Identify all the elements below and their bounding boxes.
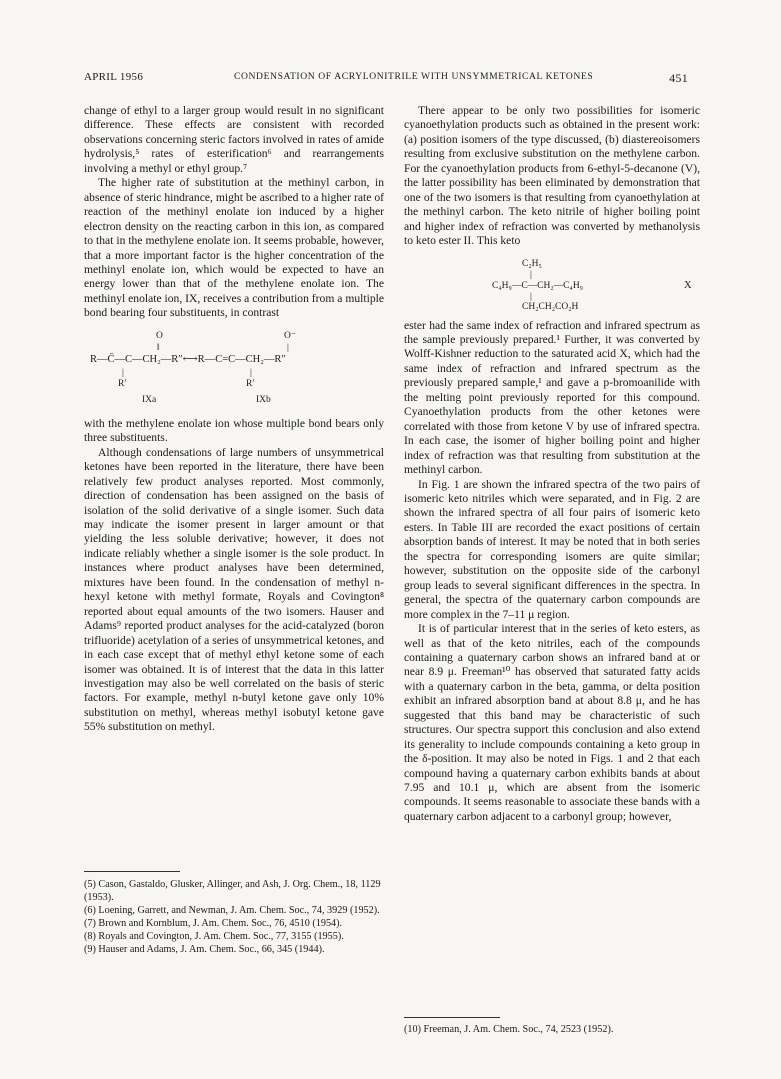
right-paragraph-4: It is of particular interest that in the series of keto esters, as well as that of the keto nitriles, each of the compounds containing a quaternary carbon shows an infrared band at or near 8.9 μ. Freeman¹⁰ has observed that saturated fatty acids with a quaternary carbon in the beta, gamma, or delta position exhibit an infrared absorption band at about 8.8 μ, and he has suggested that this band may be characteristic of such structures. Our spectra support this conclusion and also extend its generality to include compounds containing a keto group in the δ-position. It may also be noted in Figs. 1 and 2 that each compound having a quaternary carbon exhibits bands at about 7.95 and 10.1 μ, which are absent from the isomeric compounds. It seems reasonable to associate these bands with a quaternary carbon adjacent to a carbonyl group; however, xyxy=(404,622,700,823)
formula-chain: R—C̄—C—CH₂—R″⟷R—C=C—CH₂—R″ xyxy=(90,353,286,365)
right-paragraph-3: In Fig. 1 are shown the infrared spectra of the two pairs of isomeric keto nitriles which were separated, and in Fig. 2 are shown the infrared spectra of all four pairs of isomeric keto esters. In Table III are recorded the exact positions of certain absorption bands of interest. It may be noted that in both series the spectra for corresponding isomers are quite similar; however, substitution on the opposite side of the carbonyl group leads to several significant differences in the spectra. In general, the spectra of the quaternary carbon compounds are more complex in the 7–11 μ region. xyxy=(404,477,700,621)
acid-x-formula xyxy=(404,257,700,315)
formula-bond-mark: | xyxy=(530,291,532,302)
footnote-rule xyxy=(404,1017,500,1018)
formula-label-b: IXb xyxy=(256,394,271,405)
footnote: (9) Hauser and Adams, J. Am. Chem. Soc., 66, 345 (1944). xyxy=(84,944,325,955)
formula-r-prime-right: R′ xyxy=(246,378,255,389)
left-column xyxy=(84,104,384,735)
formula-bottom: CH₂CH₂CO₂H xyxy=(522,301,579,312)
right-footnotes xyxy=(404,1023,700,1036)
footnote: (6) Loening, Garrett, and Newman, J. Am. Chem. Soc., 74, 3929 (1952). xyxy=(84,905,380,916)
formula-bond-mark: | xyxy=(287,342,289,353)
formula-chain: C₄H₉—C—CH₂—C₄H₉ xyxy=(492,280,583,291)
page-number: 451 xyxy=(669,71,688,85)
left-paragraph-3: with the methylene enolate ion whose multiple bond bears only three substituents. xyxy=(84,416,384,445)
header-date: APRIL 1956 xyxy=(84,71,144,83)
formula-bond-mark: | xyxy=(530,269,532,280)
left-paragraph-4: Although condensations of large numbers of unsymmetrical ketones have been reported in the literature, there have been relatively few product analyses reported. Most commonly, direction of condensation has been assigned on the basis of isolation of the solid derivative of a single isomer. Such data may indicate the isomer present in larger amount or that yielding the less soluble derivative; however, it does not indicate reliably whether a single isomer is the sole product. In instances where product analyses have been determined, mixtures have been found. In the condensation of methyl n-hexyl ketone with methyl formate, Royals and Covington⁸ reported about equal amounts of the two isomers. Hauser and Adams⁹ reported product analyses for the acid-catalyzed (boron trifluoride) acetylation of a series of unsymmetrical ketones, and in each case except that of methyl ethyl ketone some of each isomer was obtained. It is of interest that the data in this latter investigation may also be well correlated on the basis of steric factors. For example, methyl n-butyl ketone gave only 10% substitution on methyl, whereas methyl isobutyl ketone gave 55% substitution on methyl. xyxy=(84,445,384,734)
formula-bond-mark: ‖ xyxy=(157,342,160,353)
footnote: (7) Brown and Kornblum, J. Am. Chem. Soc., 76, 4510 (1954). xyxy=(84,918,343,929)
left-paragraph-1: change of ethyl to a larger group would result in no significant difference. These effects are consistent with recorded observations concerning steric factors involved in rates of amide hydrolysis,⁵ rates of esterification⁶ and rearrangements involving a methyl or ethyl group.⁷ xyxy=(84,104,384,175)
right-paragraph-2: ester had the same index of refraction and infrared spectrum as the sample previously prepared.¹ Further, it was converted by Wolff-Kishner reduction to the saturated acid X, which had the same index of refraction and infrared spectrum as the previously prepared sample,¹ and gave a p-bromoanilide with the melting point previously reported for this compound. Cyanoethylation products from the other ketones were correlated with those from ketone V by use of infrared spectra. In each case, the isomer of higher boiling point and higher index of refraction was that resulting from substitution at the methinyl carbon. xyxy=(404,318,700,477)
formula-bond-mark: | xyxy=(250,367,252,378)
running-header xyxy=(84,71,688,87)
formula-top: C₂H₅ xyxy=(522,258,542,269)
right-column xyxy=(404,104,700,824)
formula-label-a: IXa xyxy=(142,394,157,405)
left-paragraph-2: The higher rate of substitution at the methinyl carbon, in absence of steric hindrance, might be ascribed to a higher rate of reaction of the methinyl enolate ion induced by a higher electron density on the reacting carbon in this ion, as compared to that in the methylene enolate ion. It seems probable, however, that a more important factor is the higher concentration of the methinyl enolate ion, which would be expected to have an energy lower than that of the methylene enolate ion. The methinyl enolate ion, IX, receives a contribution from a multiple bond bearing four substituents, in contrast xyxy=(84,176,384,320)
header-title: CONDENSATION OF ACRYLONITRILE WITH UNSYMMETRICAL KETONES xyxy=(234,71,594,82)
footnote-rule xyxy=(84,871,180,872)
formula-oxygen-left: O xyxy=(156,330,163,341)
formula-label: X xyxy=(684,279,692,291)
formula-r-prime-left: R′ xyxy=(118,378,127,389)
formula-bond-mark: | xyxy=(122,367,124,378)
footnote: (5) Cason, Gastaldo, Glusker, Allinger, and Ash, J. Org. Chem., 18, 1129 (1953). xyxy=(84,879,381,903)
footnote: (8) Royals and Covington, J. Am. Chem. Soc., 77, 3155 (1955). xyxy=(84,931,344,942)
enolate-formula xyxy=(84,327,384,413)
footnote: (10) Freeman, J. Am. Chem. Soc., 74, 2523 (1952). xyxy=(404,1024,614,1035)
formula-oxygen-right: O⁻ xyxy=(284,330,296,341)
left-footnotes xyxy=(84,878,384,956)
right-paragraph-1: There appear to be only two possibilities for isomeric cyanoethylation products such as obtained in the present work: (a) position isomers of the type discussed, (b) diastereoisomers resulting from exclusive substitution on the methylene carbon. For the cyanoethylation products from 6-ethyl-5-decanone (V), the latter possibility has been eliminated by demonstration that one of the two isomers is that resulting from cyanoethylation at the methinyl carbon. The keto nitrile of higher boiling point and higher index of refraction was converted by methanolysis to keto ester II. This keto xyxy=(404,104,700,248)
